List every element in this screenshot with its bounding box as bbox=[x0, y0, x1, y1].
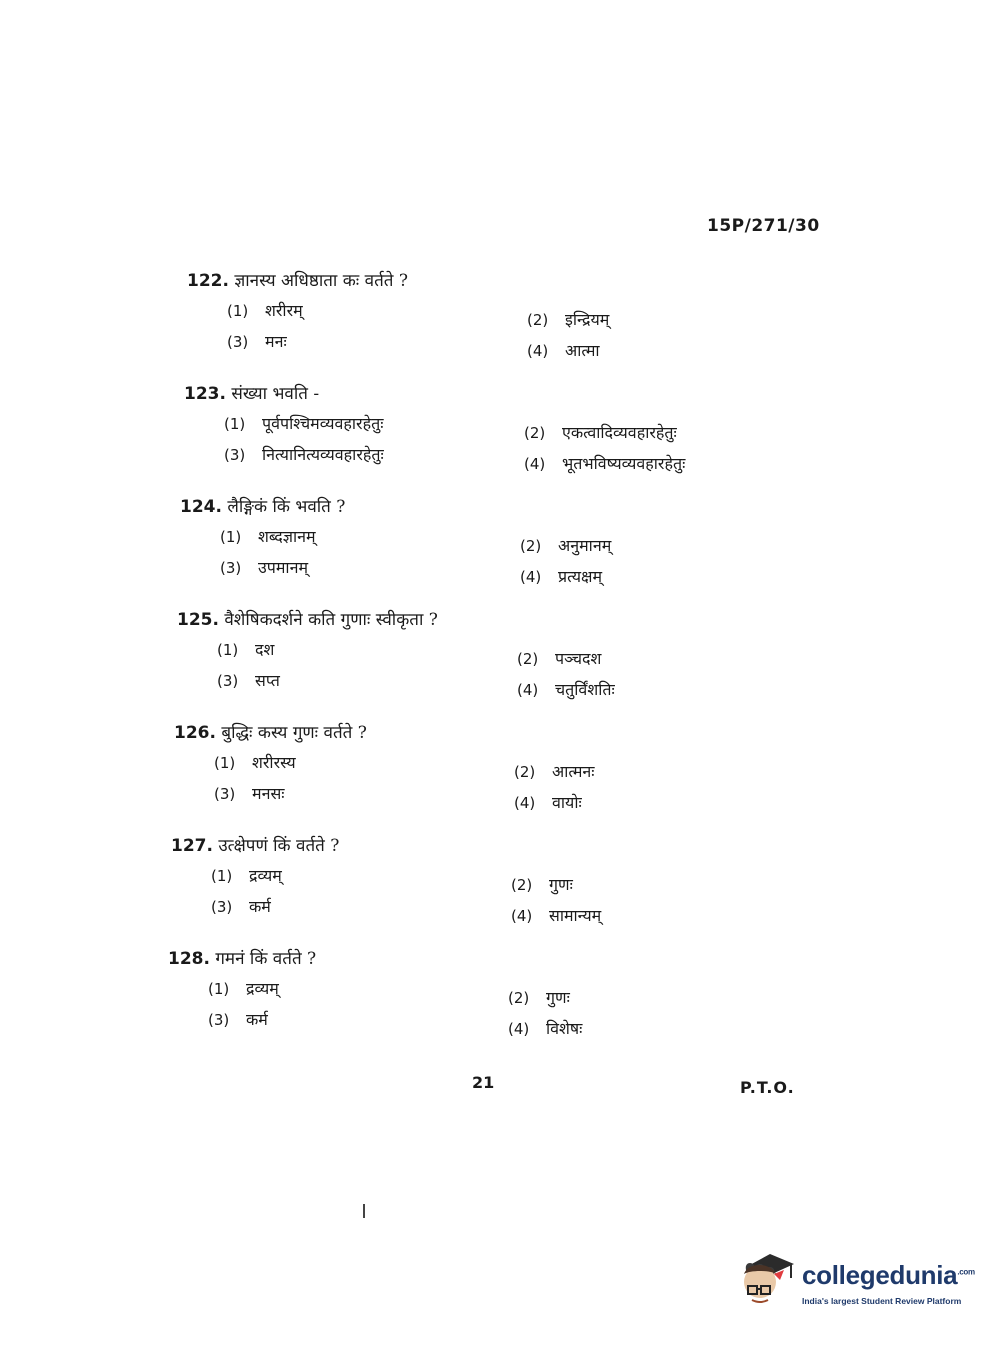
question-stem: वैशेषिकदर्शने कति गुणाः स्वीकृता ? bbox=[224, 610, 438, 630]
option-4: (4) सामान्यम् bbox=[511, 906, 602, 925]
paper-code: 15P/271/30 bbox=[707, 216, 820, 236]
option-2: (2) गुणः bbox=[511, 875, 573, 894]
question-number: 125. bbox=[177, 610, 219, 630]
stray-mark bbox=[363, 1204, 365, 1218]
option-1: (1) दश bbox=[217, 640, 275, 659]
option-1: (1) शरीरम् bbox=[227, 301, 303, 320]
question-stem: उत्क्षेपणं किं वर्तते ? bbox=[218, 836, 340, 856]
question-number: 124. bbox=[180, 497, 222, 517]
question-128 bbox=[168, 946, 888, 1046]
option-1: (1) द्रव्यम् bbox=[211, 866, 282, 885]
option-2: (2) इन्द्रियम् bbox=[527, 310, 610, 329]
question-number: 127. bbox=[171, 836, 213, 856]
page-number: 21 bbox=[472, 1073, 495, 1092]
option-3: (3) मनः bbox=[227, 332, 287, 351]
collegedunia-mascot-icon bbox=[740, 1248, 800, 1310]
question-122 bbox=[187, 268, 907, 368]
brand-name: collegedunia bbox=[802, 1260, 958, 1290]
question-stem: गमनं किं वर्तते ? bbox=[215, 949, 317, 969]
option-3: (3) उपमानम् bbox=[220, 558, 309, 577]
option-4: (4) आत्मा bbox=[527, 341, 600, 360]
option-3: (3) कर्म bbox=[211, 897, 271, 916]
option-3: (3) सप्त bbox=[217, 671, 280, 690]
question-number: 123. bbox=[184, 384, 226, 404]
question-stem: संख्या भवति - bbox=[231, 384, 320, 404]
question-126 bbox=[174, 720, 894, 820]
option-2: (2) अनुमानम् bbox=[520, 536, 612, 555]
option-1: (1) द्रव्यम् bbox=[208, 979, 279, 998]
option-4: (4) वायोः bbox=[514, 793, 582, 812]
option-4: (4) चतुर्विंशतिः bbox=[517, 680, 615, 699]
option-2: (2) एकत्वादिव्यवहारहेतुः bbox=[524, 423, 677, 442]
question-stem: ज्ञानस्य अधिष्ठाता कः वर्तते ? bbox=[234, 271, 408, 291]
option-4: (4) प्रत्यक्षम् bbox=[520, 567, 603, 586]
option-2: (2) गुणः bbox=[508, 988, 570, 1007]
question-number: 128. bbox=[168, 949, 210, 969]
option-4: (4) विशेषः bbox=[508, 1019, 583, 1038]
question-stem: बुद्धिः कस्य गुणः वर्तते ? bbox=[221, 723, 367, 743]
question-number: 122. bbox=[187, 271, 229, 291]
option-3: (3) नित्यानित्यव्यवहारहेतुः bbox=[224, 445, 384, 464]
option-3: (3) मनसः bbox=[214, 784, 285, 803]
option-3: (3) कर्म bbox=[208, 1010, 268, 1029]
option-2: (2) पञ्चदश bbox=[517, 649, 602, 668]
question-125 bbox=[177, 607, 897, 707]
option-2: (2) आत्मनः bbox=[514, 762, 595, 781]
question-stem: लैङ्गिकं किं भवति ? bbox=[227, 497, 346, 517]
option-1: (1) शरीरस्य bbox=[214, 753, 296, 772]
question-number: 126. bbox=[174, 723, 216, 743]
question-124 bbox=[180, 494, 900, 594]
watermark-logo bbox=[740, 1248, 975, 1318]
please-turn-over: P.T.O. bbox=[740, 1078, 795, 1097]
brand-suffix: .com bbox=[957, 1267, 975, 1277]
brand-tagline: India's largest Student Review Platform bbox=[802, 1296, 962, 1306]
option-1: (1) शब्दज्ञानम् bbox=[220, 527, 316, 546]
question-123 bbox=[184, 381, 904, 481]
option-1: (1) पूर्वपश्चिमव्यवहारहेतुः bbox=[224, 414, 384, 433]
question-127 bbox=[171, 833, 891, 933]
option-4: (4) भूतभविष्यव्यवहारहेतुः bbox=[524, 454, 686, 473]
